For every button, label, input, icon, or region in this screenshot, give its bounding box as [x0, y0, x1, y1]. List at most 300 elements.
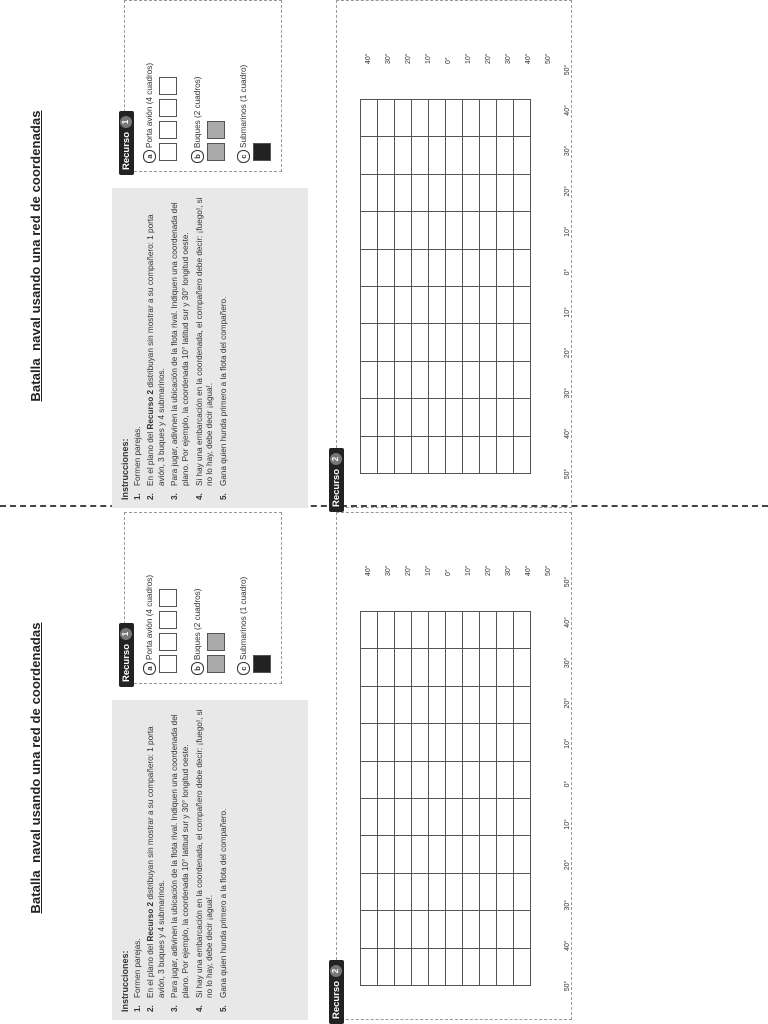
instruction-item: 2. En el plano del Recurso 2 distribuyan sin mostrar a su compañero: 1 porta avión, 3 buques y 4 submarinos.: [146, 214, 166, 500]
grid-cell[interactable]: [480, 724, 497, 761]
grid-cell[interactable]: [446, 287, 463, 324]
grid-cell[interactable]: [412, 612, 429, 649]
grid-cell[interactable]: [446, 836, 463, 873]
grid-cell[interactable]: [480, 836, 497, 873]
latitude-label: 10°: [465, 565, 472, 576]
grid-cell[interactable]: [497, 174, 514, 211]
grid-cell[interactable]: [429, 948, 446, 985]
grid-cell[interactable]: [514, 649, 531, 686]
grid-cell[interactable]: [429, 361, 446, 398]
grid-cell[interactable]: [446, 249, 463, 286]
grid-cell[interactable]: [514, 799, 531, 836]
grid-cell[interactable]: [395, 836, 412, 873]
grid-cell[interactable]: [361, 399, 378, 436]
instruction-item: 1. Formen parejas.: [132, 938, 142, 1012]
grid-cell[interactable]: [395, 212, 412, 249]
instruction-item: 1. Formen parejas.: [132, 426, 142, 500]
grid-cell[interactable]: [497, 761, 514, 798]
grid-cell[interactable]: [463, 100, 480, 137]
grid-cell[interactable]: [463, 612, 480, 649]
buques-label: bBuques (2 cuadros): [191, 589, 204, 675]
instruction-item: 5. Gana quien hunda primero a la flota del compañero.: [218, 296, 228, 500]
grid-cell[interactable]: [497, 686, 514, 723]
grid-cell[interactable]: [412, 836, 429, 873]
grid-cell[interactable]: [514, 137, 531, 174]
grid-cell[interactable]: [480, 249, 497, 286]
grid-row: [429, 612, 446, 986]
grid-cell[interactable]: [463, 249, 480, 286]
latitude-label: 0°: [445, 569, 452, 576]
longitude-label: 10°: [564, 226, 571, 237]
grid-cell[interactable]: [395, 686, 412, 723]
grid-cell[interactable]: [395, 436, 412, 473]
grid-cell[interactable]: [429, 399, 446, 436]
grid-cell[interactable]: [480, 761, 497, 798]
grid-cell[interactable]: [395, 324, 412, 361]
grid-cell[interactable]: [497, 212, 514, 249]
recurso-2-panel: [330, 508, 570, 1020]
grid-cell[interactable]: [412, 287, 429, 324]
longitude-label: 20°: [564, 859, 571, 871]
grid-cell[interactable]: [480, 324, 497, 361]
grid-cell[interactable]: [446, 212, 463, 249]
grid-cell[interactable]: [378, 212, 395, 249]
grid-cell[interactable]: [412, 174, 429, 211]
grid-cell[interactable]: [463, 836, 480, 873]
grid-cell[interactable]: [463, 948, 480, 985]
grid-cell[interactable]: [514, 873, 531, 910]
latitude-label: 20°: [485, 565, 492, 576]
grid-cell[interactable]: [446, 324, 463, 361]
longitude-label: 30°: [564, 145, 571, 157]
grid-cell[interactable]: [412, 911, 429, 948]
grid-cell[interactable]: [412, 724, 429, 761]
grid-cell[interactable]: [361, 436, 378, 473]
grid-cell[interactable]: [361, 249, 378, 286]
grid-cell[interactable]: [514, 212, 531, 249]
grid-cell[interactable]: [378, 911, 395, 948]
submarinos-label: cSubmarinos (1 cuadro): [237, 65, 250, 163]
instruction-item: 4. Si hay una embarcación en la coordenada, el compañero debe decir: ¡fuego!, si no lo hay, debe decir ¡agua!.: [194, 197, 215, 500]
longitude-label: 50°: [564, 64, 571, 76]
grid-cell[interactable]: [446, 873, 463, 910]
grid-cell[interactable]: [412, 799, 429, 836]
grid-cell[interactable]: [497, 436, 514, 473]
worksheet-copy-top: [0, 0, 571, 512]
coordinate-grid-table: [360, 99, 531, 474]
grid-cell[interactable]: [480, 911, 497, 948]
grid-cell[interactable]: [463, 873, 480, 910]
grid-cell[interactable]: [497, 249, 514, 286]
grid-cell[interactable]: [497, 361, 514, 398]
grid-row: [446, 100, 463, 474]
worksheet-title: Batalla naval usando una red de coordenadas: [28, 622, 43, 914]
grid-cell[interactable]: [412, 649, 429, 686]
porta-avion-square: [159, 143, 177, 161]
coordinate-grid: [360, 565, 571, 992]
instructions-panel: [112, 188, 308, 508]
grid-cell[interactable]: [446, 100, 463, 137]
latitude-label: 50°: [545, 53, 552, 64]
longitude-label: 10°: [564, 819, 571, 830]
grid-row: [480, 100, 497, 474]
grid-cell[interactable]: [378, 649, 395, 686]
grid-cell[interactable]: [361, 686, 378, 723]
instructions-panel: [112, 700, 308, 1020]
grid-cell[interactable]: [378, 137, 395, 174]
grid-cell[interactable]: [429, 761, 446, 798]
grid-cell[interactable]: [429, 287, 446, 324]
grid-cell[interactable]: [429, 799, 446, 836]
grid-cell[interactable]: [514, 612, 531, 649]
porta-avion-label: aPorta avión (4 cuadros): [143, 63, 156, 163]
grid-row: [395, 100, 412, 474]
grid-cell[interactable]: [480, 799, 497, 836]
grid-cell[interactable]: [361, 361, 378, 398]
grid-cell[interactable]: [412, 324, 429, 361]
buques-squares: [207, 633, 225, 673]
grid-cell[interactable]: [361, 649, 378, 686]
grid-cell[interactable]: [378, 686, 395, 723]
grid-cell[interactable]: [446, 649, 463, 686]
latitude-label: 40°: [525, 565, 532, 576]
grid-cell[interactable]: [429, 436, 446, 473]
grid-cell[interactable]: [429, 137, 446, 174]
grid-cell[interactable]: [395, 137, 412, 174]
grid-cell[interactable]: [446, 686, 463, 723]
grid-cell[interactable]: [480, 399, 497, 436]
instruction-item: 2. En el plano del Recurso 2 distribuyan sin mostrar a su compañero: 1 porta avión, 3 buques y 4 submarinos.: [146, 726, 166, 1012]
instructions-list: [133, 708, 230, 1012]
grid-cell[interactable]: [514, 324, 531, 361]
grid-cell[interactable]: [378, 174, 395, 211]
submarinos-squares: [253, 655, 271, 673]
grid-cell[interactable]: [480, 612, 497, 649]
grid-cell[interactable]: [395, 724, 412, 761]
grid-cell[interactable]: [480, 361, 497, 398]
grid-cell[interactable]: [361, 761, 378, 798]
grid-cell[interactable]: [429, 873, 446, 910]
grid-cell[interactable]: [412, 249, 429, 286]
grid-cell[interactable]: [361, 100, 378, 137]
grid-cell[interactable]: [497, 873, 514, 910]
grid-cell[interactable]: [361, 324, 378, 361]
latitude-label: 30°: [505, 565, 512, 576]
recurso-1-panel: [121, 0, 282, 172]
porta-avion-square: [159, 589, 177, 607]
longitude-label: 40°: [564, 617, 571, 628]
longitude-label: 40°: [564, 428, 571, 439]
grid-cell[interactable]: [378, 799, 395, 836]
grid-cell[interactable]: [378, 436, 395, 473]
grid-cell[interactable]: [429, 249, 446, 286]
grid-cell[interactable]: [378, 724, 395, 761]
grid-cell[interactable]: [378, 249, 395, 286]
grid-cell[interactable]: [497, 799, 514, 836]
grid-cell[interactable]: [514, 436, 531, 473]
porta-avion-square: [159, 121, 177, 139]
instructions-list: [133, 196, 230, 500]
grid-cell[interactable]: [480, 100, 497, 137]
grid-cell[interactable]: [378, 100, 395, 137]
grid-cell[interactable]: [378, 948, 395, 985]
grid-row: [361, 100, 378, 474]
grid-cell[interactable]: [463, 212, 480, 249]
grid-row: [378, 612, 395, 986]
grid-cell[interactable]: [446, 761, 463, 798]
grid-cell[interactable]: [446, 399, 463, 436]
longitude-label: 30°: [564, 657, 571, 669]
grid-cell[interactable]: [497, 911, 514, 948]
latitude-label: 30°: [385, 565, 392, 576]
porta-avion-square: [159, 633, 177, 651]
grid-cell[interactable]: [446, 174, 463, 211]
instructions-heading: Instrucciones:: [120, 438, 130, 500]
longitude-label: 50°: [564, 980, 571, 992]
grid-cell[interactable]: [378, 873, 395, 910]
submarinos-squares: [253, 143, 271, 161]
grid-cell[interactable]: [361, 174, 378, 211]
grid-cell[interactable]: [378, 761, 395, 798]
grid-cell[interactable]: [446, 612, 463, 649]
grid-cell[interactable]: [514, 724, 531, 761]
worksheet-title: Batalla naval usando una red de coordenadas: [28, 110, 43, 402]
grid-cell[interactable]: [446, 436, 463, 473]
grid-cell[interactable]: [395, 287, 412, 324]
longitude-label: 10°: [564, 307, 571, 318]
latitude-label: 10°: [425, 565, 432, 576]
grid-cell[interactable]: [497, 324, 514, 361]
buque-square: [207, 655, 225, 673]
grid-cell[interactable]: [395, 399, 412, 436]
grid-cell[interactable]: [480, 137, 497, 174]
grid-cell[interactable]: [463, 686, 480, 723]
grid-cell[interactable]: [497, 612, 514, 649]
longitude-label: 50°: [564, 468, 571, 480]
grid-cell[interactable]: [497, 287, 514, 324]
grid-cell[interactable]: [514, 761, 531, 798]
grid-cell[interactable]: [429, 174, 446, 211]
latitude-label: 20°: [405, 53, 412, 64]
grid-row: [463, 100, 480, 474]
porta-avion-label: aPorta avión (4 cuadros): [143, 575, 156, 675]
grid-cell[interactable]: [429, 212, 446, 249]
grid-cell[interactable]: [412, 137, 429, 174]
grid-cell[interactable]: [412, 686, 429, 723]
grid-row: [446, 612, 463, 986]
grid-cell[interactable]: [497, 836, 514, 873]
grid-cell[interactable]: [378, 399, 395, 436]
recurso-1-tag: Recurso1: [119, 623, 134, 687]
grid-cell[interactable]: [446, 799, 463, 836]
grid-cell[interactable]: [497, 100, 514, 137]
longitude-label: 20°: [564, 185, 571, 197]
grid-cell[interactable]: [514, 249, 531, 286]
grid-cell[interactable]: [412, 100, 429, 137]
grid-cell[interactable]: [429, 686, 446, 723]
grid-cell[interactable]: [480, 436, 497, 473]
grid-cell[interactable]: [378, 836, 395, 873]
grid-cell[interactable]: [463, 324, 480, 361]
grid-cell[interactable]: [429, 724, 446, 761]
grid-cell[interactable]: [361, 799, 378, 836]
grid-cell[interactable]: [378, 612, 395, 649]
buque-square: [207, 633, 225, 651]
instruction-item: 5. Gana quien hunda primero a la flota del compañero.: [218, 808, 228, 1012]
porta-avion-square: [159, 611, 177, 629]
grid-cell[interactable]: [514, 100, 531, 137]
grid-cell[interactable]: [429, 836, 446, 873]
latitude-label: 20°: [405, 565, 412, 576]
grid-cell[interactable]: [514, 948, 531, 985]
grid-cell[interactable]: [463, 174, 480, 211]
grid-cell[interactable]: [412, 873, 429, 910]
latitude-label: 0°: [445, 57, 452, 64]
grid-cell[interactable]: [429, 324, 446, 361]
grid-row: [514, 100, 531, 474]
grid-cell[interactable]: [395, 612, 412, 649]
grid-cell[interactable]: [412, 948, 429, 985]
grid-cell[interactable]: [446, 911, 463, 948]
recurso-2-panel: [330, 0, 570, 508]
grid-cell[interactable]: [361, 911, 378, 948]
instruction-item: 3. Para jugar, adivinen la ubicación de la flota rival. Indiquen una coordenada del plano. Por ejemplo, la coordenada 10° latitud sur y 30° longitud oeste.: [170, 202, 190, 500]
grid-cell[interactable]: [429, 612, 446, 649]
grid-cell[interactable]: [463, 761, 480, 798]
grid-cell[interactable]: [412, 212, 429, 249]
grid-cell[interactable]: [361, 724, 378, 761]
grid-row: [514, 612, 531, 986]
grid-cell[interactable]: [463, 911, 480, 948]
grid-cell[interactable]: [429, 911, 446, 948]
grid-cell[interactable]: [361, 836, 378, 873]
latitude-label: 40°: [365, 53, 372, 64]
grid-cell[interactable]: [429, 100, 446, 137]
worksheet-copy-bottom: [0, 512, 571, 1024]
grid-cell[interactable]: [463, 799, 480, 836]
recurso-2-tag: Recurso2: [329, 448, 344, 512]
grid-row: [429, 100, 446, 474]
grid-cell[interactable]: [480, 948, 497, 985]
latitude-label: 10°: [465, 53, 472, 64]
grid-cell[interactable]: [361, 137, 378, 174]
longitude-label: 50°: [564, 576, 571, 588]
grid-cell[interactable]: [412, 399, 429, 436]
grid-cell[interactable]: [361, 873, 378, 910]
grid-cell[interactable]: [446, 724, 463, 761]
grid-cell[interactable]: [497, 137, 514, 174]
latitude-label: 30°: [505, 53, 512, 64]
grid-cell[interactable]: [395, 873, 412, 910]
grid-cell[interactable]: [514, 399, 531, 436]
grid-cell[interactable]: [514, 911, 531, 948]
grid-cell[interactable]: [446, 948, 463, 985]
grid-cell[interactable]: [480, 873, 497, 910]
grid-cell[interactable]: [497, 399, 514, 436]
grid-cell[interactable]: [378, 324, 395, 361]
grid-cell[interactable]: [412, 761, 429, 798]
grid-row: [412, 612, 429, 986]
grid-cell[interactable]: [463, 649, 480, 686]
grid-cell[interactable]: [429, 649, 446, 686]
grid-cell[interactable]: [395, 174, 412, 211]
grid-cell[interactable]: [463, 287, 480, 324]
longitude-label: 20°: [564, 347, 571, 359]
recurso-2-tag: Recurso2: [329, 960, 344, 1024]
grid-cell[interactable]: [361, 287, 378, 324]
grid-cell[interactable]: [378, 287, 395, 324]
grid-cell[interactable]: [514, 686, 531, 723]
grid-cell[interactable]: [480, 287, 497, 324]
longitude-label: 10°: [564, 738, 571, 749]
grid-cell[interactable]: [446, 361, 463, 398]
grid-cell[interactable]: [361, 948, 378, 985]
submarino-square: [253, 655, 271, 673]
grid-cell[interactable]: [514, 174, 531, 211]
grid-cell[interactable]: [395, 911, 412, 948]
grid-cell[interactable]: [361, 612, 378, 649]
latitude-label: 40°: [365, 565, 372, 576]
grid-cell[interactable]: [463, 436, 480, 473]
grid-cell[interactable]: [463, 724, 480, 761]
grid-cell[interactable]: [463, 361, 480, 398]
grid-cell[interactable]: [395, 799, 412, 836]
buque-square: [207, 121, 225, 139]
grid-cell[interactable]: [395, 249, 412, 286]
grid-cell[interactable]: [463, 137, 480, 174]
longitude-label: 40°: [564, 940, 571, 951]
buque-square: [207, 143, 225, 161]
grid-cell[interactable]: [514, 287, 531, 324]
submarinos-label: cSubmarinos (1 cuadro): [237, 577, 250, 675]
grid-cell[interactable]: [480, 174, 497, 211]
grid-cell[interactable]: [395, 948, 412, 985]
grid-cell[interactable]: [480, 649, 497, 686]
longitude-label: 20°: [564, 697, 571, 709]
latitude-label: 50°: [545, 565, 552, 576]
grid-cell[interactable]: [395, 361, 412, 398]
porta-avion-square: [159, 99, 177, 117]
grid-cell[interactable]: [378, 361, 395, 398]
grid-cell[interactable]: [395, 100, 412, 137]
grid-cell[interactable]: [497, 649, 514, 686]
coordinate-grid-table: [360, 611, 531, 986]
grid-cell[interactable]: [497, 948, 514, 985]
grid-row: [497, 100, 514, 474]
grid-row: [497, 612, 514, 986]
latitude-label: 10°: [425, 53, 432, 64]
grid-cell[interactable]: [412, 436, 429, 473]
grid-cell[interactable]: [446, 137, 463, 174]
grid-cell[interactable]: [497, 724, 514, 761]
grid-cell[interactable]: [514, 836, 531, 873]
grid-cell[interactable]: [480, 686, 497, 723]
grid-cell[interactable]: [395, 649, 412, 686]
grid-cell[interactable]: [395, 761, 412, 798]
grid-cell[interactable]: [412, 361, 429, 398]
grid-cell[interactable]: [514, 361, 531, 398]
grid-cell[interactable]: [480, 212, 497, 249]
porta-avion-squares: [159, 589, 177, 673]
recurso-1-panel: [121, 512, 282, 684]
instructions-heading: Instrucciones:: [120, 950, 130, 1012]
longitude-label: 30°: [564, 899, 571, 911]
porta-avion-square: [159, 77, 177, 95]
grid-cell[interactable]: [463, 399, 480, 436]
grid-cell[interactable]: [361, 212, 378, 249]
longitude-label: 30°: [564, 387, 571, 399]
latitude-label: 20°: [485, 53, 492, 64]
